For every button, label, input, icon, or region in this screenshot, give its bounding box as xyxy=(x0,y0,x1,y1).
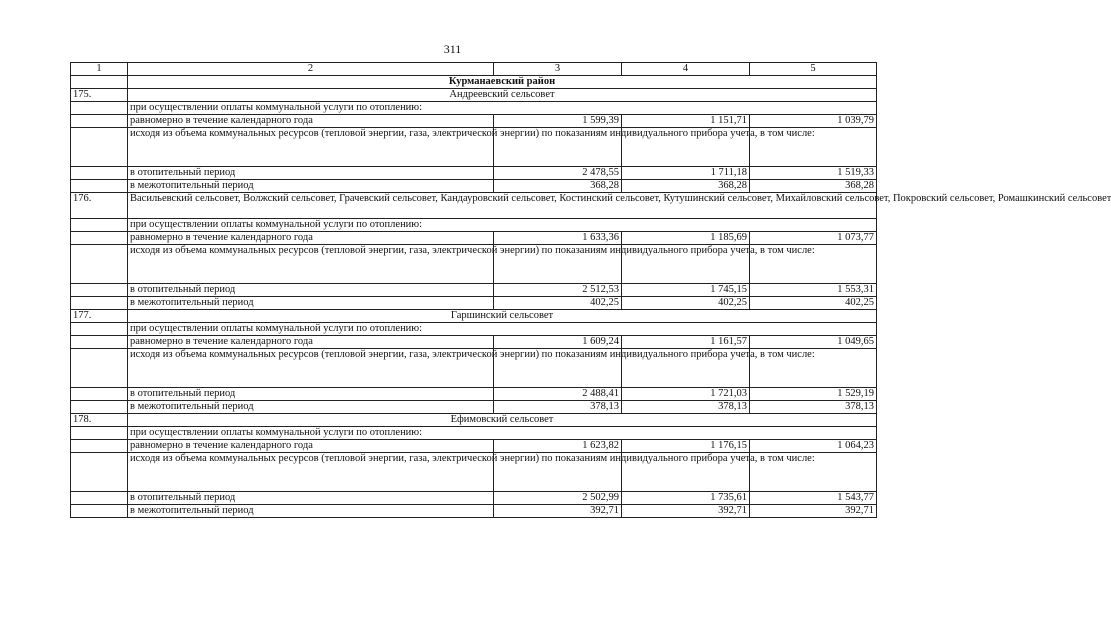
value-cell: 392,71 xyxy=(494,505,622,518)
table-body xyxy=(71,63,1111,518)
uniform-row xyxy=(71,336,877,349)
group-title: Васильевский сельсовет, Волжский сельсовет, Грачевский сельсовет, Кандауровский сельсовет, Костинский сельсовет, Кутушинский сельсовет, Михайловский сельсовет, Покровский сельсовет, Ромашкинский сельсовет xyxy=(128,193,877,219)
value-cell: 1 519,33 xyxy=(750,167,877,180)
value-cell: 1 073,77 xyxy=(750,232,877,245)
meter-row xyxy=(71,245,877,284)
value-cell: 378,13 xyxy=(494,401,622,414)
value-cell: 2 502,99 xyxy=(494,492,622,505)
intro-row xyxy=(71,102,877,115)
heating-label: в отопительный период xyxy=(128,167,494,180)
offseason-label: в межотопительный период xyxy=(128,297,494,310)
intro-label: при осуществлении оплаты коммунальной услуги по отоплению: xyxy=(128,323,877,336)
heating-row xyxy=(71,167,877,180)
empty-cell xyxy=(71,284,128,297)
region-title: Курманаевский район xyxy=(128,76,877,89)
value-cell: 1 633,36 xyxy=(494,232,622,245)
offseason-label: в межотопительный период xyxy=(128,505,494,518)
uniform-label: равномерно в течение календарного года xyxy=(128,115,494,128)
heating-row xyxy=(71,492,877,505)
value-cell: 392,71 xyxy=(622,505,750,518)
uniform-row xyxy=(71,232,877,245)
value-cell: 402,25 xyxy=(622,297,750,310)
value-cell: 378,13 xyxy=(750,401,877,414)
group-title-row xyxy=(71,89,877,102)
value-cell: 368,28 xyxy=(494,180,622,193)
uniform-label: равномерно в течение календарного года xyxy=(128,440,494,453)
value-cell: 1 185,69 xyxy=(622,232,750,245)
meter-row xyxy=(71,128,877,167)
group-index: 178. xyxy=(71,414,128,427)
meter-label: исходя из объема коммунальных ресурсов (тепловой энергии, газа, электрической энергии) по показаниям индивидуального прибора учета, в том числе: xyxy=(128,245,494,284)
empty-cell xyxy=(71,297,128,310)
empty-cell xyxy=(71,232,128,245)
value-cell: 1 553,31 xyxy=(750,284,877,297)
intro-row xyxy=(71,427,877,440)
empty-cell xyxy=(71,245,128,284)
meter-label: исходя из объема коммунальных ресурсов (тепловой энергии, газа, электрической энергии) по показаниям индивидуального прибора учета, в том числе: xyxy=(128,128,494,167)
column-header: 3 xyxy=(494,63,622,76)
offseason-row xyxy=(71,180,877,193)
intro-label: при осуществлении оплаты коммунальной услуги по отоплению: xyxy=(128,102,877,115)
heating-label: в отопительный период xyxy=(128,492,494,505)
empty-cell xyxy=(71,401,128,414)
value-cell: 378,13 xyxy=(622,401,750,414)
empty-cell xyxy=(71,115,128,128)
empty-cell xyxy=(71,440,128,453)
group-title-row xyxy=(71,414,877,427)
group-title: Ефимовский сельсовет xyxy=(128,414,877,427)
value-cell: 1 623,82 xyxy=(494,440,622,453)
value-cell: 1 049,65 xyxy=(750,336,877,349)
meter-label: исходя из объема коммунальных ресурсов (тепловой энергии, газа, электрической энергии) по показаниям индивидуального прибора учета, в том числе: xyxy=(128,349,494,388)
uniform-row xyxy=(71,440,877,453)
group-index: 177. xyxy=(71,310,128,323)
empty-cell xyxy=(71,492,128,505)
offseason-row xyxy=(71,401,877,414)
empty-cell xyxy=(71,336,128,349)
meter-row xyxy=(71,453,877,492)
empty-cell xyxy=(71,349,128,388)
value-cell: 1 745,15 xyxy=(622,284,750,297)
offseason-row xyxy=(71,505,877,518)
value-cell: 2 478,55 xyxy=(494,167,622,180)
empty-cell xyxy=(71,505,128,518)
meter-label: исходя из объема коммунальных ресурсов (тепловой энергии, газа, электрической энергии) по показаниям индивидуального прибора учета, в том числе: xyxy=(128,453,494,492)
empty-cell xyxy=(71,427,128,440)
uniform-row xyxy=(71,115,877,128)
empty-cell xyxy=(71,388,128,401)
column-header-row xyxy=(71,63,877,76)
group-index: 175. xyxy=(71,89,128,102)
column-header: 1 xyxy=(71,63,128,76)
region-row xyxy=(71,76,877,89)
empty-cell xyxy=(71,219,128,232)
empty-cell xyxy=(71,453,128,492)
value-cell: 402,25 xyxy=(494,297,622,310)
heating-label: в отопительный период xyxy=(128,284,494,297)
offseason-row xyxy=(71,297,877,310)
value-cell: 1 039,79 xyxy=(750,115,877,128)
empty-cell xyxy=(71,76,128,89)
empty-cell xyxy=(71,180,128,193)
offseason-label: в межотопительный период xyxy=(128,401,494,414)
empty-cell xyxy=(71,167,128,180)
intro-label: при осуществлении оплаты коммунальной услуги по отоплению: xyxy=(128,219,877,232)
intro-row xyxy=(71,323,877,336)
tariff-table xyxy=(70,62,1111,518)
uniform-label: равномерно в течение календарного года xyxy=(128,232,494,245)
empty-cell xyxy=(71,102,128,115)
value-cell: 1 529,19 xyxy=(750,388,877,401)
column-header: 4 xyxy=(622,63,750,76)
group-index: 176. xyxy=(71,193,128,219)
value-cell: 1 151,71 xyxy=(622,115,750,128)
group-title: Гаршинский сельсовет xyxy=(128,310,877,323)
offseason-label: в межотопительный период xyxy=(128,180,494,193)
value-cell: 1 735,61 xyxy=(622,492,750,505)
value-cell: 392,71 xyxy=(750,505,877,518)
value-cell: 402,25 xyxy=(750,297,877,310)
value-cell: 1 721,03 xyxy=(622,388,750,401)
value-cell: 2 512,53 xyxy=(494,284,622,297)
heating-row xyxy=(71,284,877,297)
value-cell: 1 543,77 xyxy=(750,492,877,505)
value-cell: 2 488,41 xyxy=(494,388,622,401)
group-title-row xyxy=(71,310,877,323)
uniform-label: равномерно в течение календарного года xyxy=(128,336,494,349)
empty-cell xyxy=(71,128,128,167)
column-header: 2 xyxy=(128,63,494,76)
value-cell: 368,28 xyxy=(622,180,750,193)
heating-label: в отопительный период xyxy=(128,388,494,401)
value-cell: 1 176,15 xyxy=(622,440,750,453)
value-cell: 1 599,39 xyxy=(494,115,622,128)
value-cell: 1 711,18 xyxy=(622,167,750,180)
value-cell: 1 161,57 xyxy=(622,336,750,349)
value-cell: 1 609,24 xyxy=(494,336,622,349)
heating-row xyxy=(71,388,877,401)
group-title-row xyxy=(71,193,877,219)
intro-row xyxy=(71,219,877,232)
meter-row xyxy=(71,349,877,388)
intro-label: при осуществлении оплаты коммунальной услуги по отоплению: xyxy=(128,427,877,440)
empty-cell xyxy=(71,323,128,336)
page-number: 311 xyxy=(443,42,462,56)
group-title: Андреевский сельсовет xyxy=(128,89,877,102)
value-cell: 368,28 xyxy=(750,180,877,193)
value-cell: 1 064,23 xyxy=(750,440,877,453)
column-header: 5 xyxy=(750,63,877,76)
